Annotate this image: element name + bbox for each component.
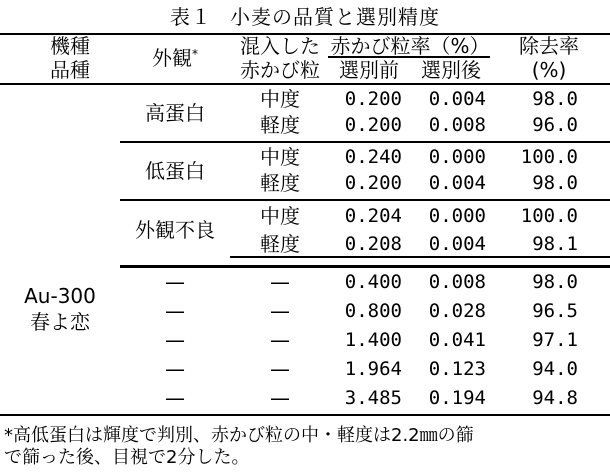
degree-dash: — bbox=[270, 357, 290, 381]
variety-name: 春よ恋 bbox=[30, 310, 90, 334]
footnote-marker: * bbox=[192, 47, 198, 61]
before-value: 0.200 bbox=[344, 88, 402, 110]
footnote-line-2: で篩った後、目視で2分した。 bbox=[4, 447, 250, 468]
degree-underline bbox=[230, 256, 610, 258]
before-value: 0.240 bbox=[344, 146, 402, 168]
degree-label: 中度 bbox=[260, 204, 300, 228]
degree-label: 軽度 bbox=[260, 171, 300, 195]
footnote bbox=[4, 425, 608, 469]
group-rule bbox=[120, 141, 610, 143]
after-value: 0.004 bbox=[428, 172, 486, 194]
machine-name: Au-300 bbox=[24, 284, 96, 308]
table-number: 表１ bbox=[170, 5, 212, 29]
header-before: 選別前 bbox=[339, 58, 399, 82]
after-value: 0.004 bbox=[428, 233, 486, 255]
section-rule bbox=[120, 265, 610, 268]
before-value: 0.208 bbox=[344, 233, 402, 255]
removal-value: 100.0 bbox=[520, 146, 578, 168]
removal-value: 98.1 bbox=[532, 233, 578, 255]
appearance-dash: — bbox=[165, 386, 185, 410]
removal-value: 100.0 bbox=[520, 205, 578, 227]
before-value: 1.400 bbox=[344, 329, 402, 351]
degree-label: 軽度 bbox=[260, 232, 300, 256]
appearance-dash: — bbox=[165, 299, 185, 323]
after-value: 0.000 bbox=[428, 146, 486, 168]
removal-value: 94.8 bbox=[532, 387, 578, 409]
removal-value: 96.0 bbox=[532, 114, 578, 136]
before-value: 1.964 bbox=[344, 358, 402, 380]
after-value: 0.194 bbox=[428, 387, 486, 409]
degree-dash: — bbox=[270, 328, 290, 352]
before-value: 3.485 bbox=[344, 387, 402, 409]
after-value: 0.000 bbox=[428, 205, 486, 227]
after-value: 0.004 bbox=[428, 88, 486, 110]
header-appearance-label: 外観 bbox=[152, 46, 192, 70]
header-mixed-line1: 混入した bbox=[240, 34, 320, 58]
degree-label: 中度 bbox=[260, 145, 300, 169]
before-value: 0.400 bbox=[344, 271, 402, 293]
bottom-rule bbox=[0, 414, 610, 416]
removal-value: 98.0 bbox=[532, 172, 578, 194]
table-title: 小麦の品質と選別精度 bbox=[230, 5, 440, 29]
before-value: 0.200 bbox=[344, 114, 402, 136]
header-kishu: 機種 bbox=[50, 34, 90, 58]
after-value: 0.123 bbox=[428, 358, 486, 380]
after-value: 0.008 bbox=[428, 271, 486, 293]
degree-dash: — bbox=[270, 299, 290, 323]
before-value: 0.200 bbox=[344, 172, 402, 194]
footnote-line-1: *高低蛋白は輝度で判別、赤かび粒の中・軽度は2.2㎜の篩 bbox=[4, 425, 474, 446]
degree-dash: — bbox=[270, 386, 290, 410]
group-rule bbox=[120, 199, 610, 201]
header-bottom-rule bbox=[0, 83, 610, 85]
after-value: 0.008 bbox=[428, 114, 486, 136]
header-removal-unit: (%) bbox=[531, 58, 567, 82]
before-value: 0.204 bbox=[344, 205, 402, 227]
removal-value: 98.0 bbox=[532, 88, 578, 110]
appearance-label: 外観不良 bbox=[135, 218, 215, 242]
before-value: 0.800 bbox=[344, 300, 402, 322]
header-appearance bbox=[120, 46, 230, 70]
removal-value: 94.0 bbox=[532, 358, 578, 380]
header-removal: 除去率 bbox=[519, 34, 579, 58]
after-value: 0.041 bbox=[428, 329, 486, 351]
degree-label: 軽度 bbox=[260, 113, 300, 137]
header-after: 選別後 bbox=[421, 58, 481, 82]
appearance-dash: — bbox=[165, 328, 185, 352]
header-rate-group: 赤かび粒率（%） bbox=[330, 34, 490, 58]
removal-value: 98.0 bbox=[532, 271, 578, 293]
removal-value: 97.1 bbox=[532, 329, 578, 351]
appearance-dash: — bbox=[165, 357, 185, 381]
degree-dash: — bbox=[270, 270, 290, 294]
appearance-dash: — bbox=[165, 270, 185, 294]
removal-value: 96.5 bbox=[532, 300, 578, 322]
appearance-label: 高蛋白 bbox=[145, 101, 205, 125]
after-value: 0.028 bbox=[428, 300, 486, 322]
header-hinshu: 品種 bbox=[50, 58, 90, 82]
degree-label: 中度 bbox=[260, 87, 300, 111]
appearance-label: 低蛋白 bbox=[145, 159, 205, 183]
header-mixed-line2: 赤かび粒 bbox=[240, 58, 320, 82]
